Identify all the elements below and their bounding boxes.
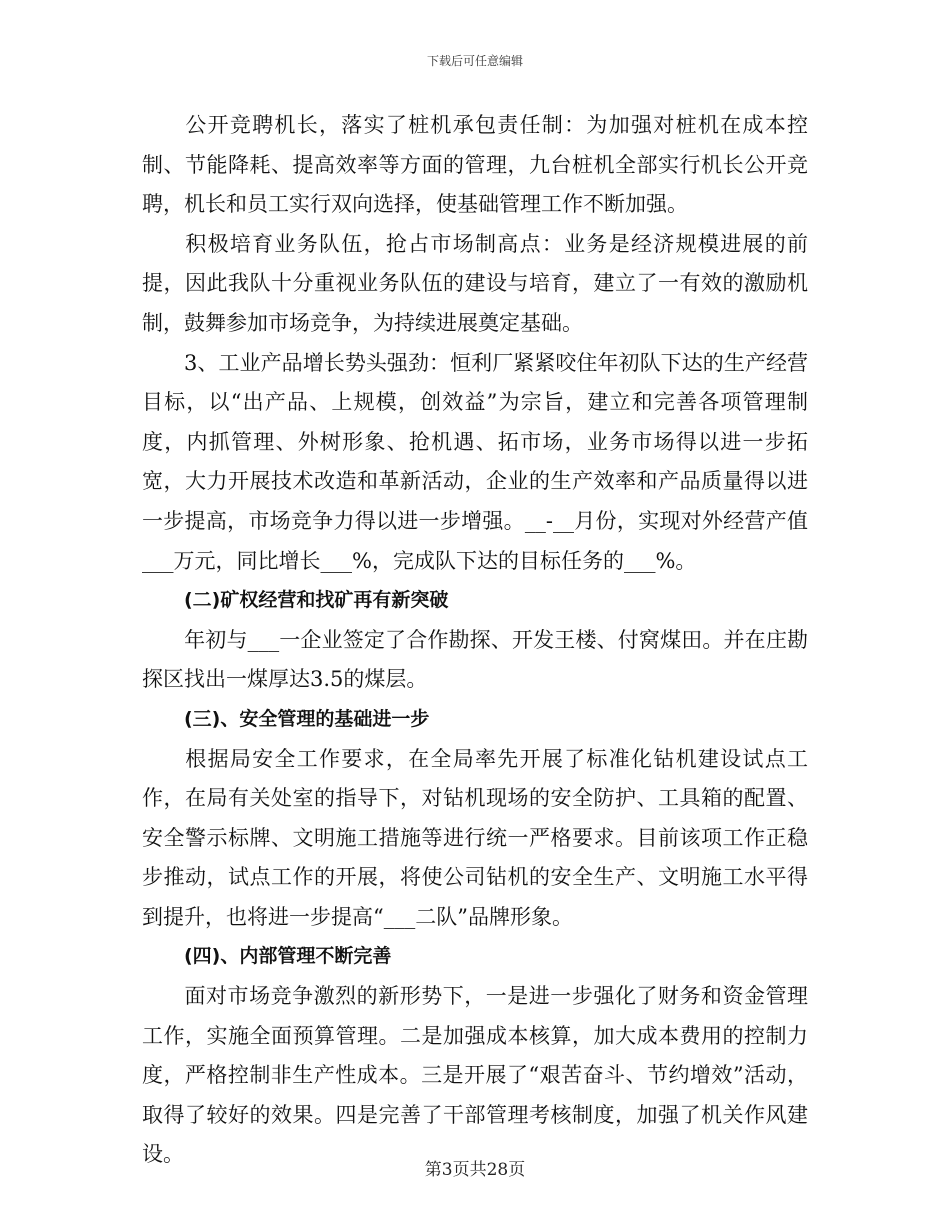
paragraph	[142, 344, 808, 582]
page-header: 下载后可任意编辑	[426, 54, 523, 68]
section-heading: (四)、内部管理不断完善	[184, 945, 392, 968]
paragraph-text: 3、工业产品增长势头强劲：恒利厂紧紧咬住年初队下达的生产经营目标，以“出产品、上规模，创效益”为宗旨，建立和完善各项管理制度，内抓管理、外树形象、抢机遇、拓市场，业务市场得以进一步拓宽，大力开展技术改造和革新活动，企业的生产效率和产品质量得以进一步提高，市场竞争力得以进一步增强。__-__月份，实现对外经营产值___万元，同比增长___%，完成队下达的目标任务的___%。	[142, 350, 808, 573]
document-body	[142, 106, 808, 1175]
paragraph-text: 公开竞聘机长，落实了桩机承包责任制：为加强对桩机在成本控制、节能降耗、提高效率等方面的管理，九台桩机全部实行机长公开竞聘，机长和员工实行双向选择，使基础管理工作不断加强。	[142, 113, 808, 217]
section-heading: (二)矿权经营和找矿再有新突破	[184, 589, 449, 612]
section-heading: (三)、安全管理的基础进一步	[184, 707, 430, 730]
paragraph-text: 面对市场竞争激烈的新形势下，一是进一步强化了财务和资金管理工作，实施全面预算管理。二是加强成本核算，加大成本费用的控制力度，严格控制非生产性成本。三是开展了“艰苦奋斗、节约增效”活动，取得了较好的效果。四是完善了干部管理考核制度，加强了机关作风建设。	[142, 984, 808, 1167]
paragraph	[142, 106, 808, 225]
paragraph	[142, 621, 808, 700]
paragraph	[142, 225, 808, 344]
paragraph-text: 年初与___一企业签定了合作勘探、开发王楼、付窝煤田。并在庄勘探区找出一煤厚达3.5的煤层。	[142, 627, 808, 692]
paragraph	[142, 977, 808, 1175]
paragraph-text: 根据局安全工作要求，在全局率先开展了标准化钻机建设试点工作，在局有关处室的指导下，对钻机现场的安全防护、工具箱的配置、安全警示标牌、文明施工措施等进行统一严格要求。目前该项工作正稳步推动，试点工作的开展，将使公司钻机的安全生产、文明施工水平得到提升，也将进一步提高“___二队”品牌形象。	[142, 746, 808, 929]
paragraph-text: 积极培育业务队伍，抢占市场制高点：业务是经济规模进展的前提，因此我队十分重视业务队伍的建设与培育，建立了一有效的激励机制，鼓舞参加市场竞争，为持续进展奠定基础。	[142, 231, 808, 335]
paragraph	[142, 740, 808, 938]
page-footer: 第3页共28页	[424, 1160, 526, 1180]
